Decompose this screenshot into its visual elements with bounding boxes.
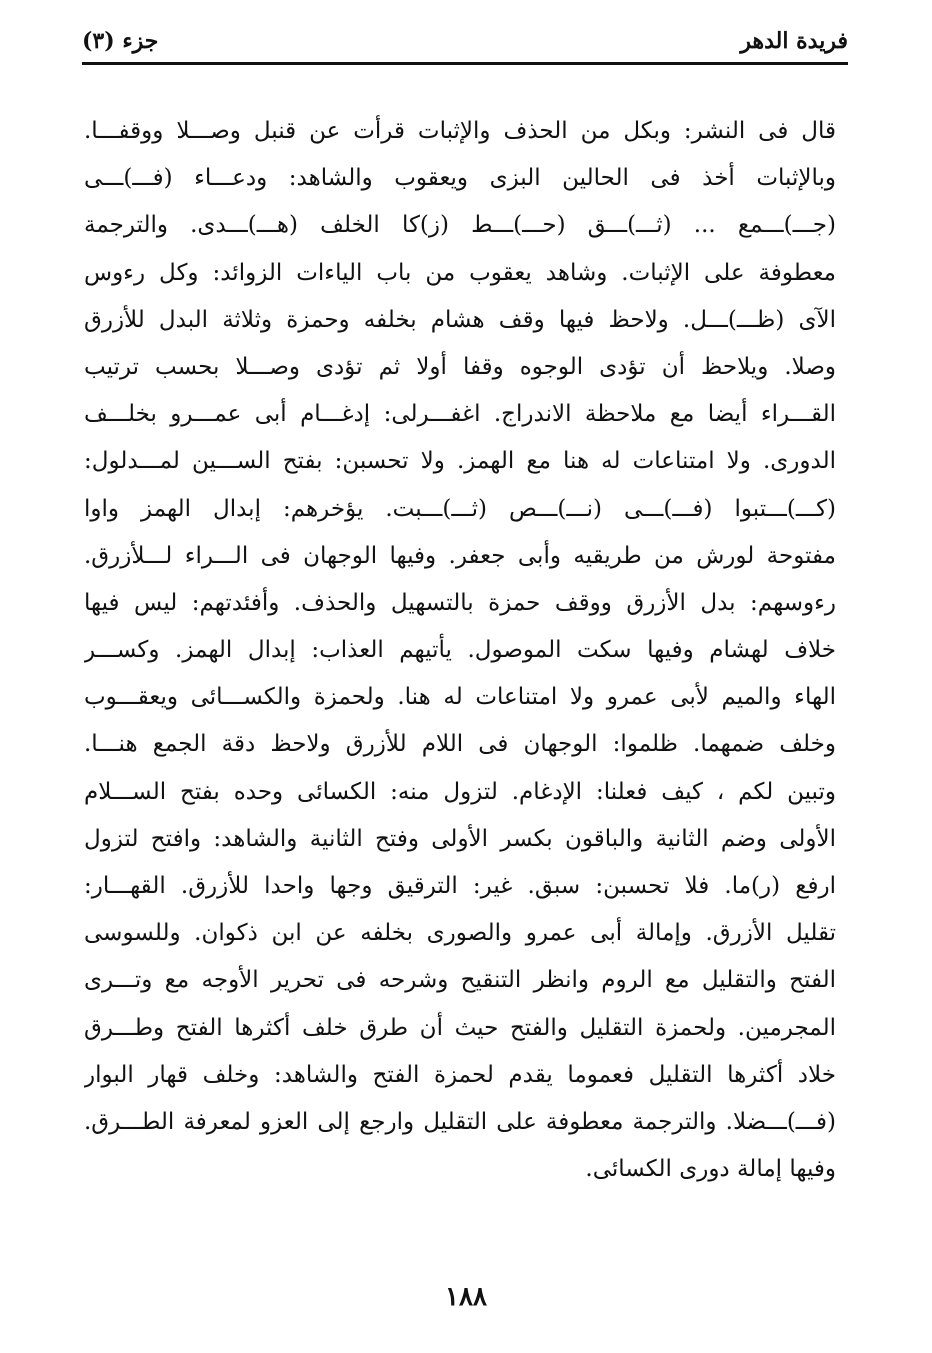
text-line: (كـــ)ـــتبوا (فـــ)ـــى (نـــ)ـــص (ثـــ)ـــبت. يؤخرهم: إبدال الهمز واوا: [84, 495, 836, 522]
text-line: خلاد أكثرها التقليل فعموما يقدم لحمزة الفتح والشاهد: وخلف قهار البوار: [84, 1061, 836, 1088]
text-line: الآى (ظـــ)ـــل. ولاحظ فيها وقف هشام بخلفه وحمزة وثلاثة البدل للأزرق: [84, 306, 836, 333]
text-line: الفتح والتقليل مع الروم وانظر التنقيح وشرحه فى تحرير الأوجه مع وتـــرى: [84, 967, 836, 994]
text-line: القـــراء أيضا مع ملاحظة الاندراج. اغفـــرلى: إدغـــام أبى عمـــرو بخلـــف: [84, 401, 836, 428]
running-header: [82, 24, 848, 64]
text-line-last: وفيها إمالة دورى الكسائى.: [585, 1156, 836, 1183]
page-number: ١٨٨: [445, 1282, 487, 1312]
text-line: الهاء والميم لأبى عمرو ولا امتناعات له هنا. ولحمزة والكســـائى ويعقـــوب: [84, 684, 836, 711]
text-line: تقليل الأزرق. وإمالة أبى عمرو والصورى بخلفه عن ابن ذكوان. وللسوسى: [84, 920, 836, 947]
text-line: معطوفة على الإثبات. وشاهد يعقوب من باب الياءات الزوائد: وكل رءوس: [84, 259, 836, 286]
text-line: وتبين لكم ، كيف فعلنا: الإدغام. لتزول منه: الكسائى وحده بفتح الســـلام: [84, 778, 836, 805]
text-line: وبالإثبات أخذ فى الحالين البزى ويعقوب والشاهد: ودعـــاء (فـــ)ـــى: [84, 165, 836, 192]
text-line: وصلا. ويلاحظ أن تؤدى الوجوه وقفا أولا ثم تؤدى وصـــلا بحسب ترتيب: [84, 353, 836, 380]
text-line: الأولى وضم الثانية والباقون بكسر الأولى وفتح الثانية والشاهد: وافتح لتزول: [84, 825, 836, 852]
text-line: خلاف لهشام وفيها سكت الموصول. يأتيهم العذاب: إبدال الهمز. وكســـر: [84, 637, 836, 664]
text-line: (فـــ)ـــضلا. والترجمة معطوفة على التقليل وارجع إلى العزو لمعرفة الطـــرق.: [84, 1108, 836, 1135]
text-line: الدورى. ولا امتناعات له هنا مع الهمز. ولا تحسبن: بفتح الســـين لمـــدلول:: [84, 448, 836, 475]
text-line: المجرمين. ولحمزة التقليل والفتح حيث أن طرق خلف أكثرها الفتح وطـــرق: [84, 1014, 836, 1041]
book-title: فريدة الدهر: [740, 28, 848, 54]
text-line: قال فى النشر: وبكل من الحذف والإثبات قرأت عن قنبل وصـــلا ووقفـــا.: [84, 118, 836, 144]
text-line: (جـــ)ـــمع ... (ثـــ)ـــق (حـــ)ـــط (ز)كا الخلف (هـــ)ـــدى. والترجمة: [84, 212, 836, 239]
text-line: ارفع (ر)ما. فلا تحسبن: سبق. غير: الترقيق وجها واحدا للأزرق. القهـــار:: [84, 873, 836, 899]
text-line: مفتوحة لورش من طريقيه وأبى جعفر. وفيها الوجهان فى الـــراء لـــلأزرق.: [84, 542, 836, 569]
body-text: [84, 108, 836, 1193]
text-line: وخلف ضمهما. ظلموا: الوجهان فى اللام للأزرق ولاحظ دقة الجمع هنـــا.: [84, 731, 836, 758]
header-rule: [82, 62, 848, 65]
text-line: رءوسهم: بدل الأزرق ووقف حمزة بالتسهيل والحذف. وأفئدتهم: ليس فيها: [84, 589, 836, 616]
part-label: جزء (٣): [82, 28, 159, 54]
